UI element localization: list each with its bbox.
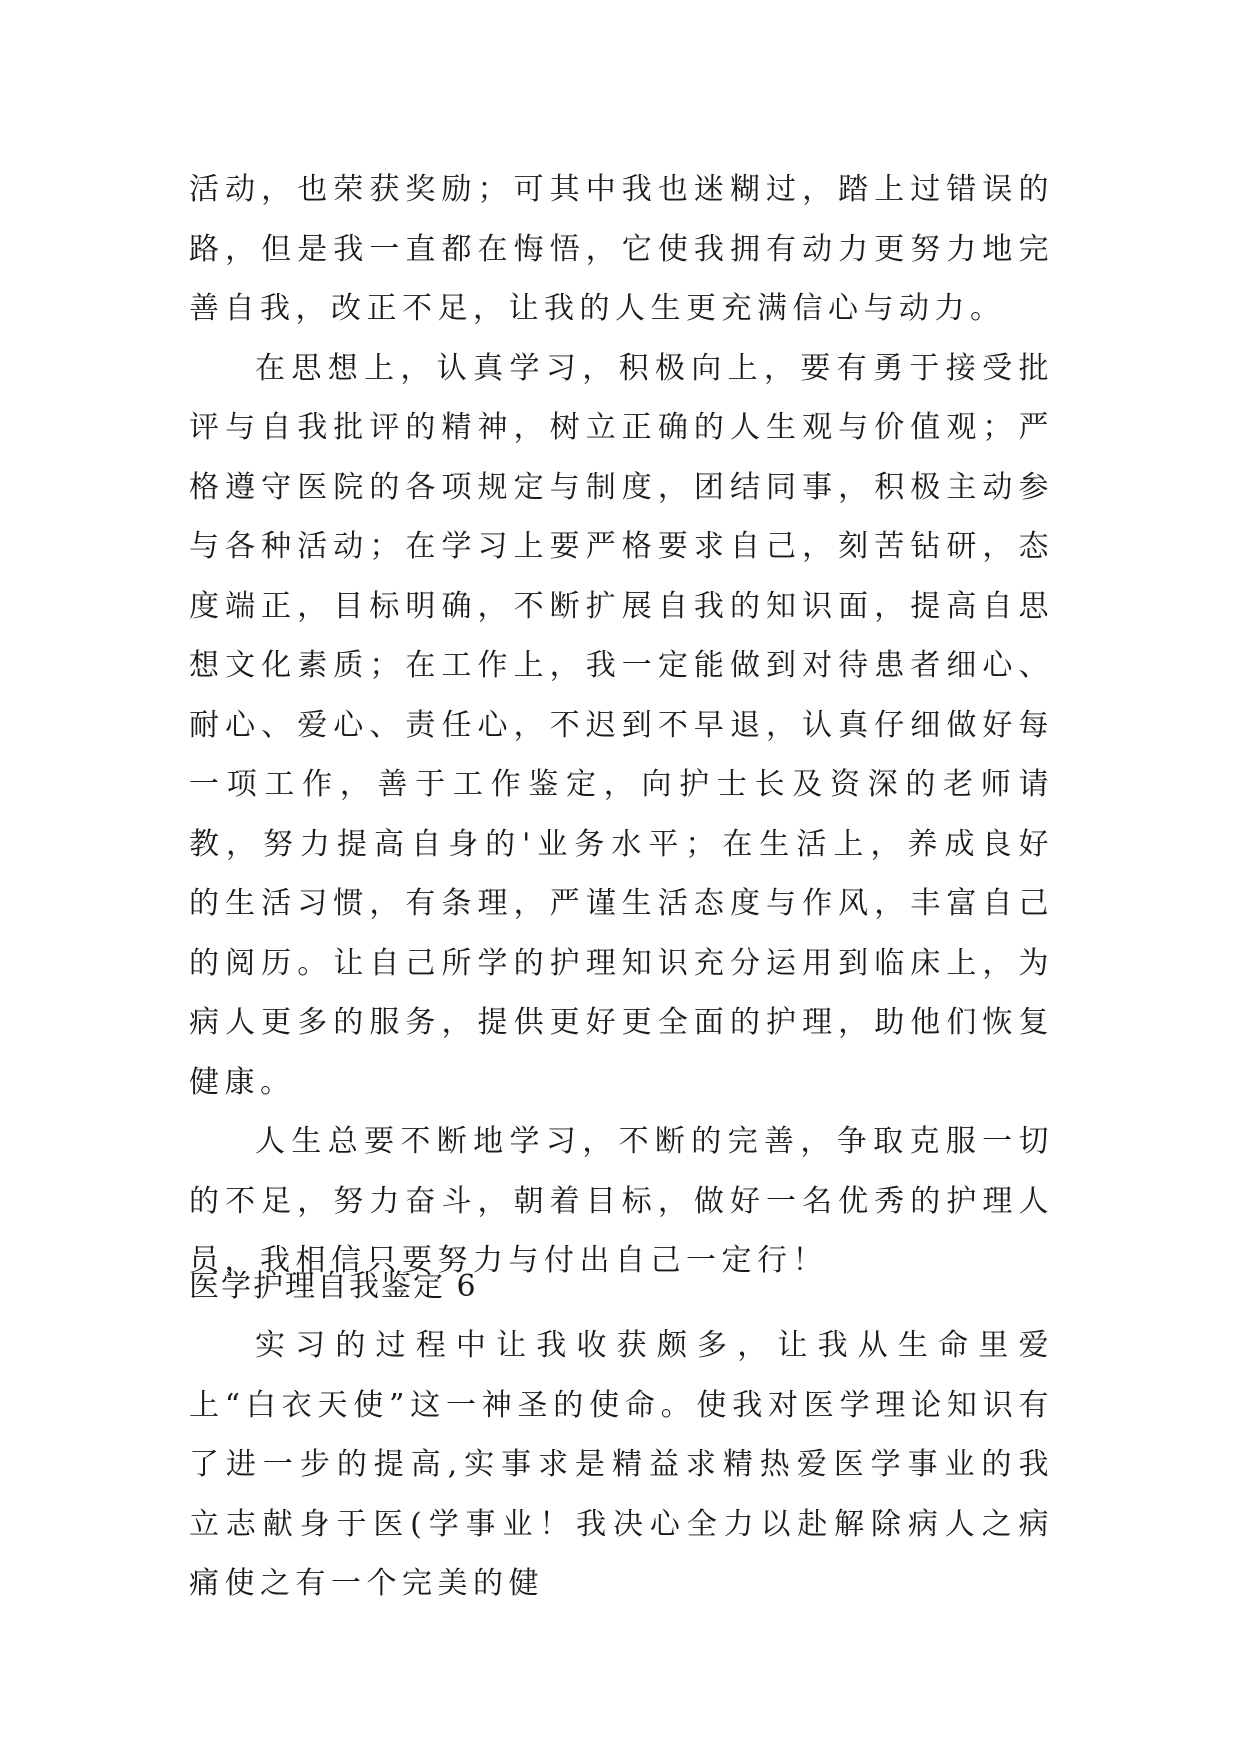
section-6-body xyxy=(189,1316,1054,1614)
paragraph-conclusion: 人生总要不断地学习，不断的完善，争取克服一切的不足，努力奋斗，朝着目标，做好一名优秀的护理人员，我相信只要努力与付出自己一定行！ xyxy=(189,1124,1054,1278)
section-heading: 医学护理自我鉴定 6 xyxy=(189,1269,478,1304)
section-5-body xyxy=(189,160,1054,1291)
paragraph-continuation: 活动，也荣获奖励；可其中我也迷糊过，踏上过错误的路，但是我一直都在悔悟，它使我拥有动力更努力地完善自我，改正不足，让我的人生更充满信心与动力。 xyxy=(189,172,1054,326)
paragraph-internship: 实习的过程中让我收获颇多，让我从生命里爱上“白衣天使”这一神圣的使命。使我对医学理论知识有了进一步的提高,实事求是精益求精热爱医学事业的我立志献身于医(学事业！我决心全力以赴解除病人之病痛使之有一个完美的健 xyxy=(189,1328,1054,1601)
paragraph-thoughts-study-work: 在思想上，认真学习，积极向上，要有勇于接受批评与自我批评的精神，树立正确的人生观与价值观；严格遵守医院的各项规定与制度，团结同事，积极主动参与各种活动；在学习上要严格要求自己，刻苦钻研，态度端正，目标明确，不断扩展自我的知识面，提高自思想文化素质；在工作上，我一定能做到对待患者细心、耐心、爱心、责任心，不迟到不早退，认真仔细做好每一项工作，善于工作鉴定，向护士长及资深的老师请教，努力提高自身的'业务水平；在生活上，养成良好的生活习惯，有条理，严谨生活态度与作风，丰富自己的阅历。让自己所学的护理知识充分运用到临床上，为病人更多的服务，提供更好更全面的护理，助他们恢复健康。 xyxy=(189,350,1054,1100)
